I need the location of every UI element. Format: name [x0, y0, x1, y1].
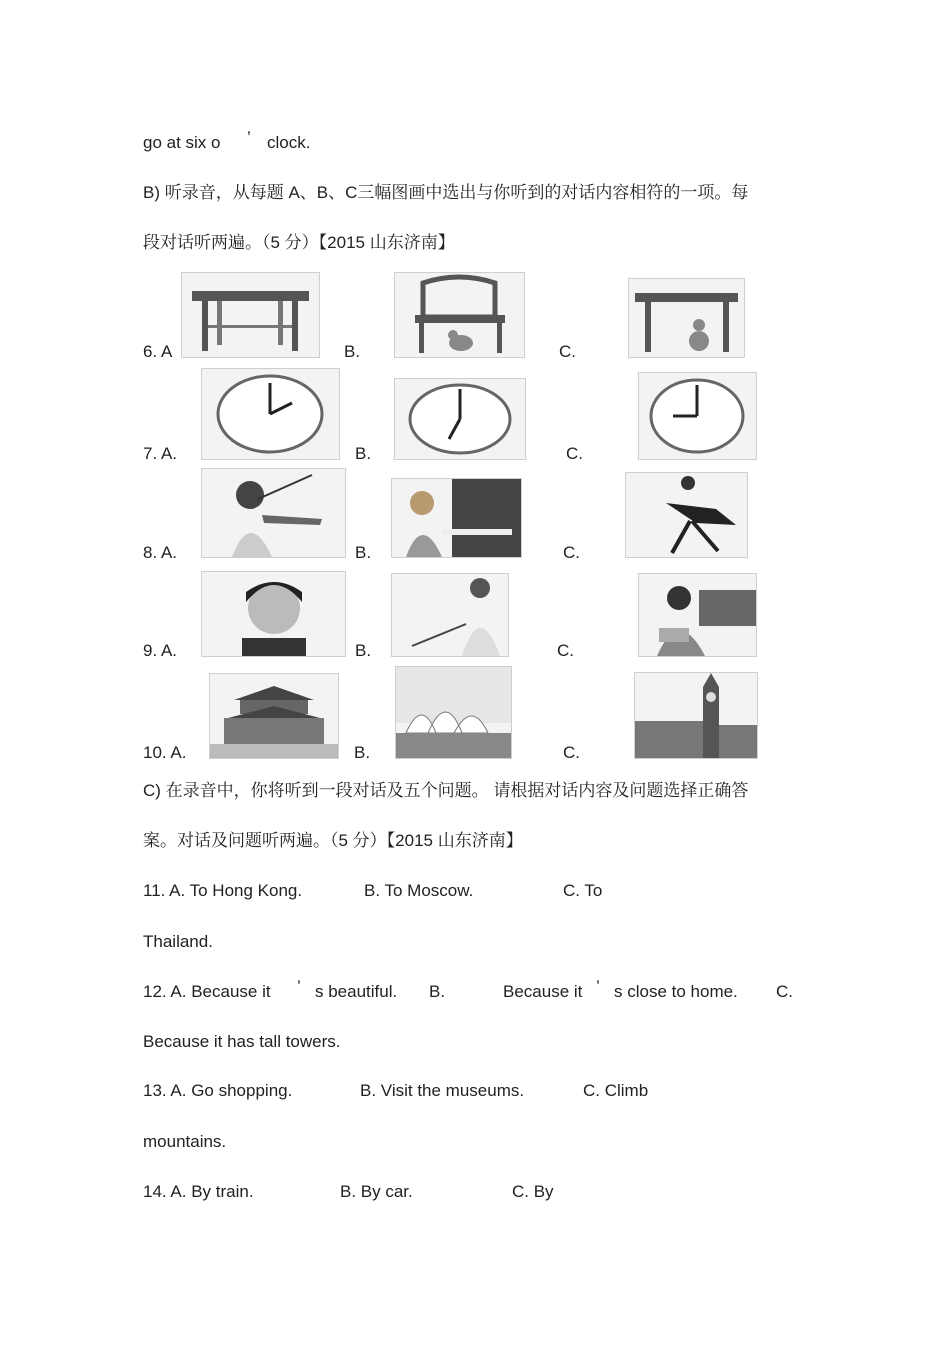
- option-c-label: C.: [563, 743, 580, 762]
- question-11-option-c: C. To: [563, 881, 603, 900]
- question-14-option-b: B. By car.: [340, 1182, 413, 1201]
- sydney-opera-house-picture: [395, 666, 512, 759]
- question-10-label: 10. A.: [143, 743, 187, 762]
- option-c-label: C.: [566, 444, 583, 463]
- girl-books-picture: [638, 573, 757, 657]
- table-picture: [181, 272, 320, 358]
- clock-nine-oclock-picture: [638, 372, 757, 460]
- option-b-label: B.: [355, 543, 372, 562]
- question-7-label: 7. A.: [143, 444, 178, 463]
- section-b-instruction: B) 听录音，从每题 A、B、C三幅图画中选出与你听到的对话内容相符的一项。每: [143, 183, 749, 202]
- teacher-pointer-picture: [391, 573, 509, 657]
- question-9-label: 9. A.: [143, 641, 178, 660]
- question-13-option-b: B. Visit the museums.: [360, 1081, 525, 1100]
- question-11-option-b: B. To Moscow.: [364, 881, 474, 900]
- clock-two-oclock-picture: [201, 368, 340, 460]
- question-6-label: 6. A: [143, 342, 173, 361]
- text-line: clock.: [267, 133, 311, 152]
- woman-reading-picture: [201, 571, 346, 657]
- section-b-instruction-2: 段对话听两遍。（5 分）【2015 山东济南】: [143, 233, 455, 252]
- girl-dancing-picture: [625, 472, 748, 558]
- question-11-option-a: 11. A. To Hong Kong.: [143, 881, 303, 900]
- question-12-option-b-cont: s close to home.: [614, 982, 738, 1001]
- question-12-option-c: Because it has tall towers.: [143, 1032, 341, 1051]
- cat-under-table-picture: [628, 278, 745, 358]
- option-c-label: C.: [557, 641, 574, 660]
- option-b-label: B.: [355, 641, 372, 660]
- question-14-option-a: 14. A. By train.: [143, 1182, 254, 1201]
- clock-seven-oclock-picture: [394, 378, 526, 460]
- text-line: go at six o: [143, 133, 221, 152]
- apostrophe: ’: [247, 128, 251, 147]
- option-c-label: C.: [559, 342, 576, 361]
- question-13-option-a: 13. A. Go shopping.: [143, 1081, 293, 1100]
- section-c-instruction: C) 在录音中，你将听到一段对话及五个问题。 请根据对话内容及问题选择正确答: [143, 781, 749, 800]
- question-12-option-b: Because it: [503, 982, 583, 1001]
- apostrophe: ’: [297, 977, 301, 996]
- girl-violin-picture: [201, 468, 346, 558]
- question-12-option-a-cont: s beautiful.: [315, 982, 398, 1001]
- tiananmen-picture: [209, 673, 339, 759]
- question-13-option-c: C. Climb: [583, 1081, 649, 1100]
- section-c-instruction-2: 案。对话及问题听两遍。（5 分）【2015 山东济南】: [143, 831, 523, 850]
- option-c-label: C.: [563, 543, 580, 562]
- question-12-option-a: 12. A. Because it: [143, 982, 271, 1001]
- apostrophe: ’: [596, 977, 600, 996]
- big-ben-picture: [634, 672, 758, 759]
- question-14-option-c: C. By: [512, 1182, 554, 1201]
- option-b-label: B.: [355, 444, 372, 463]
- question-12-option-c-label: C.: [776, 982, 793, 1001]
- question-13-option-c-cont: mountains.: [143, 1132, 227, 1151]
- girl-piano-picture: [391, 478, 522, 558]
- option-b-label: B.: [354, 743, 371, 762]
- question-11-option-c-cont: Thailand.: [143, 932, 213, 951]
- question-8-label: 8. A.: [143, 543, 178, 562]
- chair-with-cat-picture: [394, 272, 525, 358]
- option-b-label: B.: [344, 342, 361, 361]
- question-12-option-b-label: B.: [429, 982, 446, 1001]
